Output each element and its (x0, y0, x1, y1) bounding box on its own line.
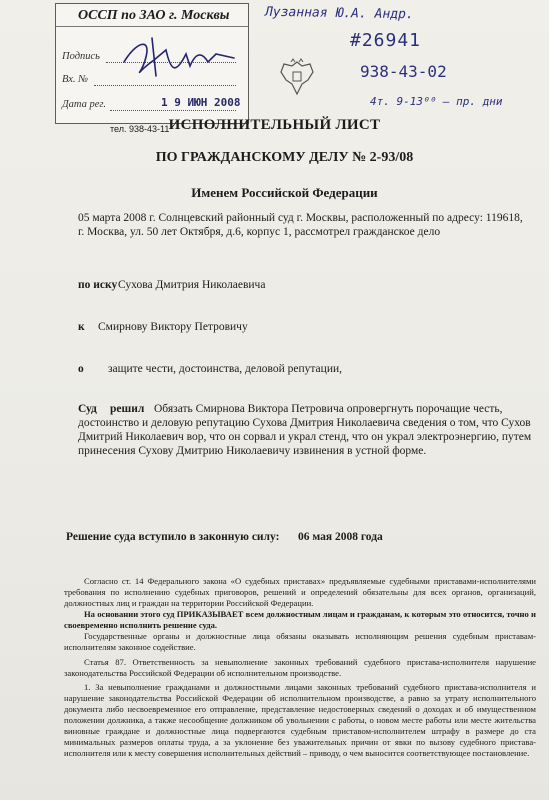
legal-paragraph-2: На основании этого суд ПРИКАЗЫВАЕТ всем должностным лицам и гражданам, к которым это относится, точно и своевременно исполнить решение суда. (64, 609, 536, 630)
about-label: о (78, 363, 84, 375)
decision-line-1: Обязать Смирнова Виктора Петровича опровергнуть порочащие честь, (154, 403, 503, 415)
stamp-office: ОССП по ЗАО г. Москвы (78, 8, 230, 23)
claimant-name: Сухова Дмитрия Николаевича (118, 279, 266, 291)
stamp-incoming-label: Вх. № (62, 74, 89, 85)
stamp-date: 1 9 ИЮН 2008 (161, 96, 241, 109)
stamp-date-label: Дата рег. (62, 99, 107, 110)
defendant-name: Смирнову Виктору Петровичу (98, 321, 248, 333)
decision-line-3: Дмитрий Николаевич вор, что он сорвал и украл стенд, что он украл электроэнергию, путем (78, 431, 532, 443)
claim-label: по иску (78, 279, 118, 291)
case-number: ПО ГРАЖДАНСКОМУ ДЕЛУ № 2-93/08 (155, 150, 414, 165)
handwritten-note-phone: 938-43-02 (360, 62, 447, 81)
case-subject: защите чести, достоинства, деловой репутации, (108, 363, 342, 375)
legal-paragraph-4: Статья 87. Ответственность за невыполнение законных требований судебного пристава-исполнителя нарушение законодательства Российской Федерации об исполнительном производстве. (64, 657, 536, 678)
coat-of-arms-icon (278, 58, 316, 98)
handwritten-note-name: Лузанная Ю.А. Андр. (264, 4, 414, 23)
intro-line-2: г. Москва, ул. 50 лет Октября, д.6, корпус 1, рассмотрел гражданское дело (78, 226, 441, 238)
decision-line-2: достоинство и деловую репутацию Сухова Дмитрия Николаевича сведения о том, что Сухов (78, 417, 531, 429)
handwritten-note-hours: 4т. 9-13⁰⁰ – пр. дни (370, 95, 503, 108)
to-label: к (78, 321, 85, 333)
stamp-phone: тел. 938-43-11 (110, 124, 170, 134)
document-title: ИСПОЛНИТЕЛЬНЫЙ ЛИСТ (168, 117, 381, 133)
effect-date: 06 мая 2008 года (298, 531, 383, 543)
legal-paragraph-5: 1. За невыполнение гражданами и должностными лицами законных требований судебного пристава-исполнителя и нарушение законодательства Российской Федерации об исполнительном производстве, а равно за утрату исполнительного документа либо несвоевременное его отправление, представление недостоверных сведений о доходах и об имущественном положении должника, а также несообщение должником об увольнении с работы, о новом месте работы или месте жительства виновные граждане и должностные лица подвергаются судебным приставом-исполнителем штрафу в размере до ста минимальных размеров оплаты труда, а за уклонение без уважительных причин от явки по вызову судебного пристава-исполнителя или к месту совершения исполнительных действий – приводу, о чем выносится соответствующее постановление. (64, 682, 536, 758)
legal-paragraph-1: Согласно ст. 14 Федерального закона «О судебных приставах» предъявляемые судебными приставами-исполнителями требования по исполнению судебных приговоров, решений и определений обязательны для всех органов, организаций, должностных лиц и граждан на территории Российской Федерации. (64, 576, 536, 608)
decision-line-4: принесения Сухову Дмитрию Николаевичу извинения в устной форме. (78, 445, 427, 457)
legal-paragraph-3: Государственные органы и должностные лица обязаны оказывать исполняющим решения судебным приставам-исполнителям законное содействие. (64, 631, 536, 652)
legal-notice (64, 576, 536, 759)
intro-line-1: 05 марта 2008 г. Солнцевский районный суд г. Москвы, расположенный по адресу: 119618, (78, 212, 523, 224)
effect-label: Решение суда вступило в законную силу: (66, 531, 280, 543)
registration-stamp (55, 3, 249, 124)
handwritten-signature (116, 32, 241, 80)
stamp-date-line (110, 110, 236, 111)
in-name-of-federation: Именем Российской Федерации (191, 185, 378, 200)
stamp-signature-label: Подпись (62, 51, 100, 62)
decided-label: решил (110, 403, 145, 415)
stamp-divider (56, 26, 248, 27)
stamp-incoming-line (94, 85, 236, 86)
handwritten-note-number: #26941 (350, 30, 422, 51)
court-label: Суд (78, 403, 97, 415)
